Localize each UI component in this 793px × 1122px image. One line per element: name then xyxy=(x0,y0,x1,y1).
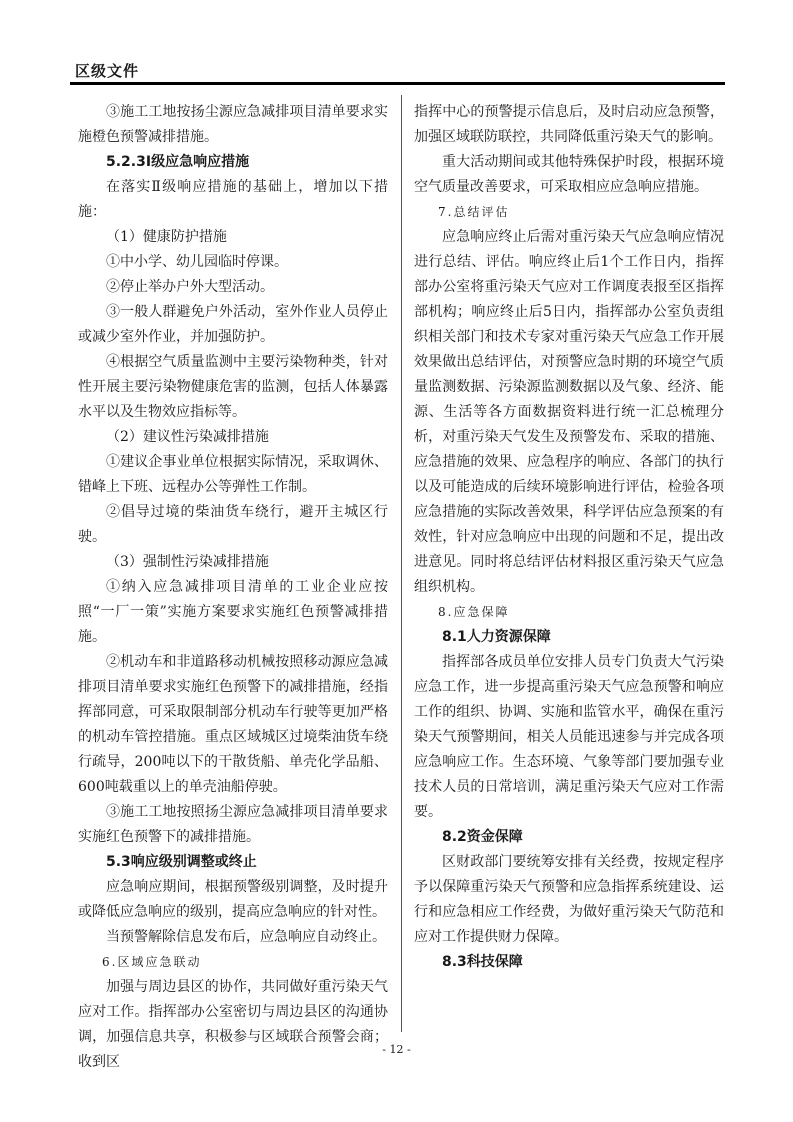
paragraph: （3）强制性污染减排措施 xyxy=(106,554,269,570)
paragraph: 区财政部门要统筹安排有关经费，按规定程序予以保障重污染天气预警和应急指挥系统建设、运行和应急相应工作经费，为做好重污染天气防范和应对工作提供财力保障。 xyxy=(414,854,724,945)
paragraph: ②倡导过境的柴油货车绕行，避开主城区行驶。 xyxy=(78,504,388,545)
header-rule xyxy=(70,82,725,85)
paragraph: ②停止举办户外大型活动。 xyxy=(106,279,274,295)
paragraph: 在落实Ⅱ级响应措施的基础上，增加以下措施： xyxy=(78,179,388,220)
section-heading: 8.2资金保障 xyxy=(442,829,523,845)
paragraph: ②机动车和非道路移动机械按照移动源应急减排项目清单要求实施红色预警下的减排措施，经指挥部同意，可采取限制部分机动车行驶等更加严格的机动车管控措施。重点区域城区过境柴油货车绕行疏导，200吨以下的干散货船、单壳化学品船、600吨载重以上的单壳油船停驶。 xyxy=(78,654,388,795)
chapter-heading: 7.总结评估 xyxy=(438,205,510,219)
paragraph: ①中小学、幼儿园临时停课。 xyxy=(106,254,288,270)
chapter-heading: 6.区域应急联动 xyxy=(102,955,202,969)
paragraph: ③施工工地按扬尘源应急减排项目清单要求实施橙色预警减排措施。 xyxy=(78,104,388,145)
paragraph: 指挥中心的预警提示信息后，及时启动应急预警，加强区域联防联控，共同降低重污染天气的影响。 xyxy=(414,104,724,145)
right-column xyxy=(414,100,724,975)
paragraph: 应急响应终止后需对重污染天气应急响应情况进行总结、评估。响应终止后1个工作日内，指挥部办公室将重污染天气应对工作调度表报至区指挥部机构；响应终止后5日内，指挥部办公室负责组织相关部门和技术专家对重污染天气应急工作开展效果做出总结评估，对预警应急时期的环境空气质量监测数据、污染源监测数据以及气象、经济、能源、生活等各方面数据资料进行统一汇总梳理分析，对重污染天气发生及预警发布、采取的措施、应急措施的效果、应急程序的响应、各部门的执行以及可能造成的后续环境影响进行评估，检验各项应急措施的实际改善效果，科学评估应急预案的有效性，针对应急响应中出现的问题和不足，提出改进意见。同时将总结评估材料报区重污染天气应急组织机构。 xyxy=(414,229,724,595)
document-header-title: 区级文件 xyxy=(75,62,140,80)
paragraph: 应急响应期间，根据预警级别调整，及时提升或降低应急响应的级别，提高应急响应的针对性。 xyxy=(78,879,388,920)
section-heading: 8.3科技保障 xyxy=(442,954,523,970)
paragraph: ④根据空气质量监测中主要污染物种类，针对性开展主要污染物健康危害的监测，包括人体暴露水平以及生物效应指标等。 xyxy=(78,354,388,420)
section-heading: 5.2.3Ⅰ级应急响应措施 xyxy=(106,154,250,170)
section-heading: 5.3响应级别调整或终止 xyxy=(106,854,257,870)
paragraph: 重大活动期间或其他特殊保护时段，根据环境空气质量改善要求，可采取相应应急响应措施。 xyxy=(414,154,724,195)
paragraph: 当预警解除信息发布后，应急响应自动终止。 xyxy=(106,929,386,945)
paragraph: ①纳入应急减排项目清单的工业企业应按照“一厂一策”实施方案要求实施红色预警减排措施。 xyxy=(78,579,388,645)
paragraph: （1）健康防护措施 xyxy=(106,229,227,245)
paragraph: （2）建议性污染减排措施 xyxy=(106,429,269,445)
paragraph: 指挥部各成员单位安排人员专门负责大气污染应急工作，进一步提高重污染天气应急预警和响应工作的组织、协调、实施和监管水平，确保在重污染天气预警期间，相关人员能迅速参与并完成各项应急响应工作。生态环境、气象等部门要加强专业技术人员的日常培训，满足重污染天气应对工作需要。 xyxy=(414,654,724,820)
paragraph: ③一般人群避免户外活动，室外作业人员停止或减少室外作业，并加强防护。 xyxy=(78,304,388,345)
section-heading: 8.1人力资源保障 xyxy=(442,629,551,645)
chapter-heading: 8.应急保障 xyxy=(438,605,510,619)
paragraph: ③施工工地按照扬尘源应急减排项目清单要求实施红色预警下的减排措施。 xyxy=(78,804,388,845)
page-number: - 12 - xyxy=(382,1043,411,1056)
paragraph: 加强与周边县区的协作，共同做好重污染天气应对工作。指挥部办公室密切与周边县区的沟通协调，加强信息共享，积极参与区域联合预警会商；收到区 xyxy=(78,979,388,1070)
left-column xyxy=(78,100,388,1075)
column-divider xyxy=(401,95,402,1032)
paragraph: ①建议企事业单位根据实际情况，采取调休、错峰上下班、远程办公等弹性工作制。 xyxy=(78,454,388,495)
